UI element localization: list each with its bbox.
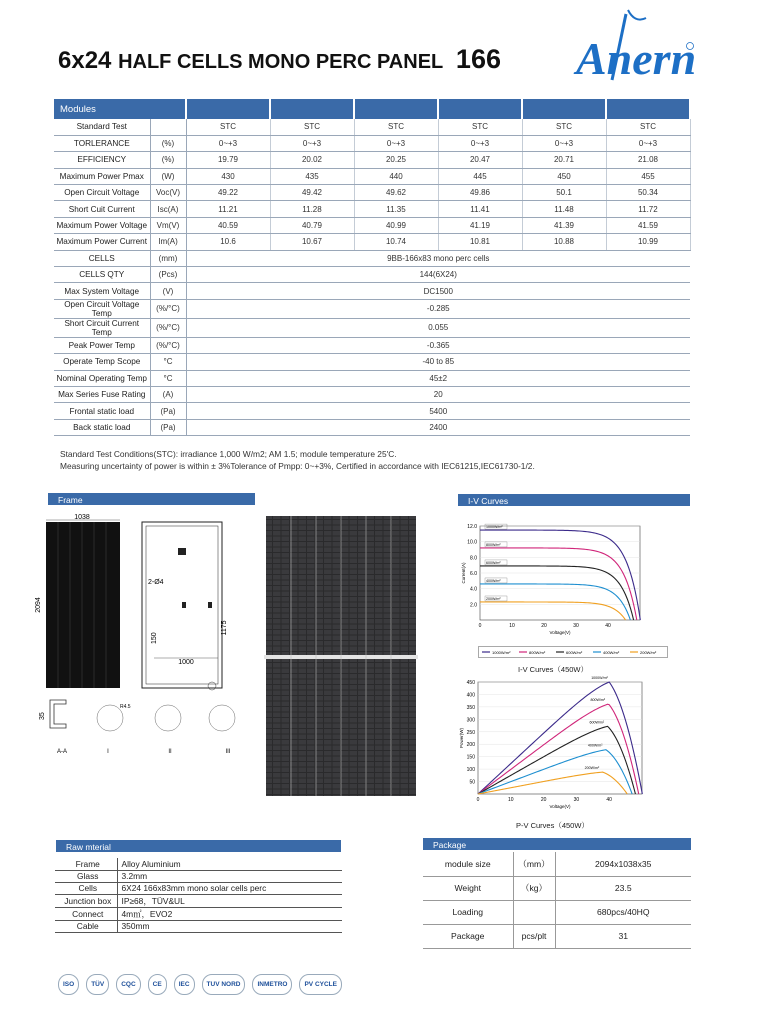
- cert-logo-icon: TÜV: [86, 974, 109, 995]
- row-label: TORLERANCE: [54, 135, 150, 151]
- row-value: 0~+3: [270, 135, 354, 151]
- series-line: [478, 682, 642, 794]
- title-main: HALF CELLS MONO PERC PANEL: [118, 51, 444, 73]
- row-value: 0~+3: [186, 135, 270, 151]
- spec-label: CELLS QTY: [54, 267, 150, 283]
- iv-caption: I-V Curves（450W）: [518, 665, 589, 674]
- raw-material-key: Junction box: [55, 894, 117, 907]
- row-label: Open Circuit Voltage: [54, 185, 150, 201]
- row-value: 445: [438, 168, 522, 184]
- x-tick-label: 10: [508, 797, 514, 803]
- row-value: 20.02: [270, 152, 354, 168]
- spec-row: [54, 250, 690, 266]
- row-value: 11.41: [438, 201, 522, 217]
- spec-label: Open Circuit Voltage Temp: [54, 299, 150, 318]
- spec-label: CELLS: [54, 250, 150, 266]
- row-value: 40.59: [186, 217, 270, 233]
- modules-row: [54, 217, 690, 233]
- row-value: 40.79: [270, 217, 354, 233]
- package-table: [423, 852, 691, 949]
- row-value: 20.71: [522, 152, 606, 168]
- series-line: [480, 530, 640, 620]
- row-value: 49.42: [270, 185, 354, 201]
- spec-label: Short Circuit Current Temp: [54, 318, 150, 337]
- spec-value: -0.285: [186, 299, 690, 318]
- raw-material-row: [55, 870, 342, 882]
- row-value: 20.25: [354, 152, 438, 168]
- spec-unit: °C: [150, 370, 186, 386]
- row-value: 10.81: [438, 234, 522, 250]
- spec-row: [54, 299, 690, 318]
- x-tick-label: 20: [541, 623, 547, 629]
- x-tick-label: 10: [509, 623, 515, 629]
- series-label: 600W/m²: [486, 560, 501, 565]
- row-value: 40.99: [354, 217, 438, 233]
- package-header: Package: [423, 838, 691, 850]
- section-label-iii: III: [225, 749, 231, 755]
- row-value: 50.1: [522, 185, 606, 201]
- title-prefix: 6x24: [58, 47, 112, 74]
- brand-logo: [568, 8, 698, 88]
- row-label: Maximum Power Pmax: [54, 168, 150, 184]
- spec-label: Nominal Operating Temp: [54, 370, 150, 386]
- row-value: 50.34: [606, 185, 690, 201]
- spec-unit: (%/°C): [150, 337, 186, 353]
- package-row: [423, 876, 691, 900]
- package-unit: （kg）: [513, 876, 555, 900]
- dim-inner-label: 1000: [178, 659, 194, 666]
- plot-area: [478, 682, 642, 794]
- detail-iii-circle: [209, 705, 235, 731]
- row-value: 49.22: [186, 185, 270, 201]
- series-line: [480, 566, 634, 620]
- spec-row: [54, 386, 690, 402]
- row-value: 435: [270, 168, 354, 184]
- spec-label: Frontal static load: [54, 403, 150, 419]
- series-line: [478, 726, 635, 794]
- row-unit: (%): [150, 152, 186, 168]
- row-value: 10.67: [270, 234, 354, 250]
- row-value: STC: [438, 119, 522, 135]
- x-tick-label: 0: [478, 623, 482, 629]
- row-label: Maximum Power Current: [54, 234, 150, 250]
- series-label: 1000W/m²: [591, 676, 608, 680]
- package-value: 680pcs/40HQ: [555, 900, 691, 924]
- row-unit: Im(A): [150, 234, 186, 250]
- spec-row: [54, 337, 690, 353]
- modules-table: [54, 99, 691, 436]
- raw-material-row: [55, 882, 342, 894]
- spec-value: 9BB-166x83 mono perc cells: [186, 250, 690, 266]
- y-tick-label: 400: [466, 692, 475, 699]
- x-tick-label: 40: [605, 623, 611, 629]
- package-row: [423, 924, 691, 948]
- row-value: 11.21: [186, 201, 270, 217]
- row-unit: Voc(V): [150, 185, 186, 201]
- spec-unit: (mm): [150, 250, 186, 266]
- pv-chart: [450, 678, 650, 813]
- legend-label: 1000W/m²: [492, 650, 511, 655]
- row-value: 19.79: [186, 152, 270, 168]
- spec-value: 2400: [186, 419, 690, 435]
- y-tick-label: 8.0: [470, 555, 477, 562]
- raw-material-table: [55, 858, 342, 933]
- row-value: 10.88: [522, 234, 606, 250]
- spec-value: 144(6X24): [186, 267, 690, 283]
- spec-label: Max System Voltage: [54, 283, 150, 299]
- y-tick-label: 150: [466, 754, 475, 761]
- raw-material-row: [55, 858, 342, 870]
- package-key: Weight: [423, 876, 513, 900]
- spec-row: [54, 403, 690, 419]
- cert-logo-icon: INMETRO: [252, 974, 292, 995]
- row-value: 430: [186, 168, 270, 184]
- spec-label: Peak Power Temp: [54, 337, 150, 353]
- raw-material-value: 350mm: [117, 920, 342, 932]
- package-value: 23.5: [555, 876, 691, 900]
- row-value: 49.86: [438, 185, 522, 201]
- modules-row: [54, 168, 690, 184]
- spec-value: -0.365: [186, 337, 690, 353]
- row-value: STC: [522, 119, 606, 135]
- cert-logo-icon: IEC: [174, 974, 195, 995]
- row-value: STC: [606, 119, 690, 135]
- row-value: 10.74: [354, 234, 438, 250]
- spec-row: [54, 354, 690, 370]
- spec-value: 45±2: [186, 370, 690, 386]
- row-label: Standard Test: [54, 119, 150, 135]
- spec-unit: (%/°C): [150, 299, 186, 318]
- dim-small-label: 150: [151, 632, 158, 644]
- pv-caption: P-V Curves（450W）: [516, 821, 589, 830]
- spec-label: Back static load: [54, 419, 150, 435]
- y-tick-label: 350: [466, 704, 475, 711]
- dim-hole-label: 2-Ø4: [148, 579, 164, 586]
- series-label: 1000W/m²: [486, 525, 503, 530]
- detail-ii-circle: [155, 705, 181, 731]
- y-axis-label: Current(A): [461, 562, 466, 584]
- row-unit: Vm(V): [150, 217, 186, 233]
- x-tick-label: 20: [540, 797, 547, 803]
- dim-side-label: 1175: [221, 620, 228, 636]
- row-value: 440: [354, 168, 438, 184]
- cert-logo-icon: PV CYCLE: [299, 974, 342, 995]
- row-value: 41.39: [522, 217, 606, 233]
- cert-logo-icon: CE: [148, 974, 167, 995]
- stc-note-line2: Measuring uncertainty of power is within ± 3%Tolerance of Pmpp: 0~+3%, Certified in accordance with IEC61215,IEC61730-1/2.: [60, 461, 535, 471]
- y-tick-label: 10.0: [467, 539, 477, 546]
- iv-legend: [478, 646, 668, 658]
- series-label: 400W/m²: [587, 743, 603, 748]
- y-tick-label: 250: [466, 729, 475, 736]
- raw-material-value: Alloy Aluminium: [117, 858, 342, 870]
- dim-thickness-label: 35: [39, 712, 46, 720]
- row-value: 11.72: [606, 201, 690, 217]
- raw-material-row: [55, 894, 342, 907]
- cert-logo-icon: CQC: [116, 974, 140, 995]
- logo-mark-icon: [568, 8, 698, 88]
- x-tick-label: 40: [606, 797, 612, 803]
- modules-row: [54, 135, 690, 151]
- legend-label: 800W/m²: [529, 650, 546, 655]
- package-unit: pcs/plt: [513, 924, 555, 948]
- row-value: 11.28: [270, 201, 354, 217]
- y-tick-label: 6.0: [470, 571, 477, 577]
- raw-material-value: 4m㎡，EVO2: [117, 907, 342, 920]
- y-tick-label: 300: [466, 717, 475, 724]
- row-value: 10.6: [186, 234, 270, 250]
- iv-curves-header: I-V Curves: [458, 494, 690, 506]
- raw-material-value: 3.2mm: [117, 870, 342, 882]
- series-label: 800W/m²: [590, 697, 606, 702]
- spec-unit: (V): [150, 283, 186, 299]
- row-value: 20.47: [438, 152, 522, 168]
- modules-row: [54, 119, 690, 135]
- legend-label: 200W/m²: [640, 650, 657, 655]
- dim-width-label: 1038: [74, 514, 90, 521]
- section-label-i: I: [107, 749, 109, 755]
- raw-material-row: [55, 907, 342, 920]
- spec-value: 5400: [186, 403, 690, 419]
- row-value: STC: [186, 119, 270, 135]
- page-title: [58, 44, 501, 75]
- raw-material-key: Frame: [55, 858, 117, 870]
- package-row: [423, 852, 691, 876]
- spec-unit: (Pa): [150, 403, 186, 419]
- y-tick-label: 100: [466, 767, 475, 774]
- raw-material-value: IP≥68，TÜV&UL: [117, 894, 342, 907]
- package-value: 2094x1038x35: [555, 852, 691, 876]
- spec-value: 20: [186, 386, 690, 402]
- raw-material-value: 6X24 166x83mm mono solar cells perc: [117, 882, 342, 894]
- series-label: 400W/m²: [486, 578, 501, 583]
- row-value: 11.48: [522, 201, 606, 217]
- row-value: 41.59: [606, 217, 690, 233]
- row-value: 450: [522, 168, 606, 184]
- row-value: 0~+3: [522, 135, 606, 151]
- package-key: module size: [423, 852, 513, 876]
- y-tick-label: 2.0: [470, 602, 477, 609]
- panel-photo: [264, 514, 418, 798]
- series-line: [480, 602, 626, 620]
- raw-material-header: Raw mterial: [56, 840, 341, 852]
- row-value: 10.99: [606, 234, 690, 250]
- package-unit: （mm）: [513, 852, 555, 876]
- spec-row: [54, 370, 690, 386]
- raw-material-key: Connect: [55, 907, 117, 920]
- series-line: [478, 772, 627, 794]
- cert-logo-icon: ISO: [58, 974, 79, 995]
- series-label: 800W/m²: [486, 542, 501, 547]
- y-tick-label: 450: [466, 680, 475, 686]
- y-axis-label: Power(W): [459, 728, 464, 748]
- frame-front-view: [46, 522, 120, 688]
- cert-logo-icon: TUV NORD: [202, 974, 246, 995]
- section-label-ii: II: [168, 749, 172, 755]
- spec-unit: °C: [150, 354, 186, 370]
- modules-header: Modules: [54, 99, 186, 119]
- raw-material-key: Cable: [55, 920, 117, 932]
- series-label: 200W/m²: [584, 766, 600, 771]
- spec-value: DC1500: [186, 283, 690, 299]
- row-value: 11.35: [354, 201, 438, 217]
- row-label: EFFICIENCY: [54, 152, 150, 168]
- x-tick-label: 30: [573, 797, 580, 803]
- stc-note: [60, 448, 535, 472]
- dim-height-label: 2094: [35, 597, 42, 613]
- series-label: 600W/m²: [589, 720, 605, 725]
- row-value: STC: [270, 119, 354, 135]
- y-tick-label: 50: [469, 779, 475, 786]
- package-row: [423, 900, 691, 924]
- row-unit: (W): [150, 168, 186, 184]
- iv-chart: [452, 520, 647, 640]
- spec-row: [54, 419, 690, 435]
- title-model: 166: [455, 44, 501, 74]
- modules-row: [54, 185, 690, 201]
- row-value: 49.62: [354, 185, 438, 201]
- modules-row: [54, 201, 690, 217]
- row-label: Short Cuit Current: [54, 201, 150, 217]
- logo-text: Anern: [576, 33, 697, 84]
- spec-unit: (Pcs): [150, 267, 186, 283]
- legend-label: 600W/m²: [566, 650, 583, 655]
- x-tick-label: 30: [573, 623, 579, 629]
- spec-label: Operate Temp Scope: [54, 354, 150, 370]
- row-unit: Isc(A): [150, 201, 186, 217]
- row-unit: (%): [150, 135, 186, 151]
- raw-material-row: [55, 920, 342, 932]
- spec-value: 0.055: [186, 318, 690, 337]
- section-label-aa: A-A: [56, 749, 68, 755]
- raw-material-key: Glass: [55, 870, 117, 882]
- series-label: 200W/m²: [486, 596, 501, 601]
- spec-label: Max Series Fuse Rating: [54, 386, 150, 402]
- row-unit: [150, 119, 186, 135]
- modules-row: [54, 234, 690, 250]
- x-axis-label: Voltage(V): [549, 804, 571, 809]
- x-axis-label: Voltage(V): [549, 630, 571, 635]
- row-label: Maximum Power Voltage: [54, 217, 150, 233]
- spec-row: [54, 267, 690, 283]
- y-tick-label: 200: [466, 742, 475, 749]
- row-value: 455: [606, 168, 690, 184]
- modules-header-row: [54, 99, 690, 119]
- row-value: STC: [354, 119, 438, 135]
- frame-drawing: [36, 510, 266, 770]
- spec-unit: (Pa): [150, 419, 186, 435]
- package-unit: [513, 900, 555, 924]
- y-tick-label: 12.0: [467, 524, 477, 530]
- row-value: 21.08: [606, 152, 690, 168]
- certifications-row: [58, 974, 378, 1004]
- package-value: 31: [555, 924, 691, 948]
- y-tick-label: 4.0: [470, 586, 477, 593]
- spec-unit: (A): [150, 386, 186, 402]
- package-key: Package: [423, 924, 513, 948]
- row-value: 0~+3: [606, 135, 690, 151]
- spec-row: [54, 283, 690, 299]
- row-value: 0~+3: [438, 135, 522, 151]
- raw-material-key: Cells: [55, 882, 117, 894]
- stc-note-line1: Standard Test Conditions(STC): irradiance 1,000 W/m2; AM 1.5; module temperature 25'C.: [60, 449, 397, 459]
- x-tick-label: 0: [476, 797, 480, 803]
- frame-section-aa: [50, 700, 66, 728]
- spec-unit: (%/°C): [150, 318, 186, 337]
- spec-value: -40 to 85: [186, 354, 690, 370]
- modules-row: [54, 152, 690, 168]
- legend-label: 400W/m²: [603, 650, 620, 655]
- dim-r-label: R4.5: [120, 704, 131, 710]
- package-key: Loading: [423, 900, 513, 924]
- spec-row: [54, 318, 690, 337]
- row-value: 0~+3: [354, 135, 438, 151]
- frame-header: Frame: [48, 493, 255, 505]
- row-value: 41.19: [438, 217, 522, 233]
